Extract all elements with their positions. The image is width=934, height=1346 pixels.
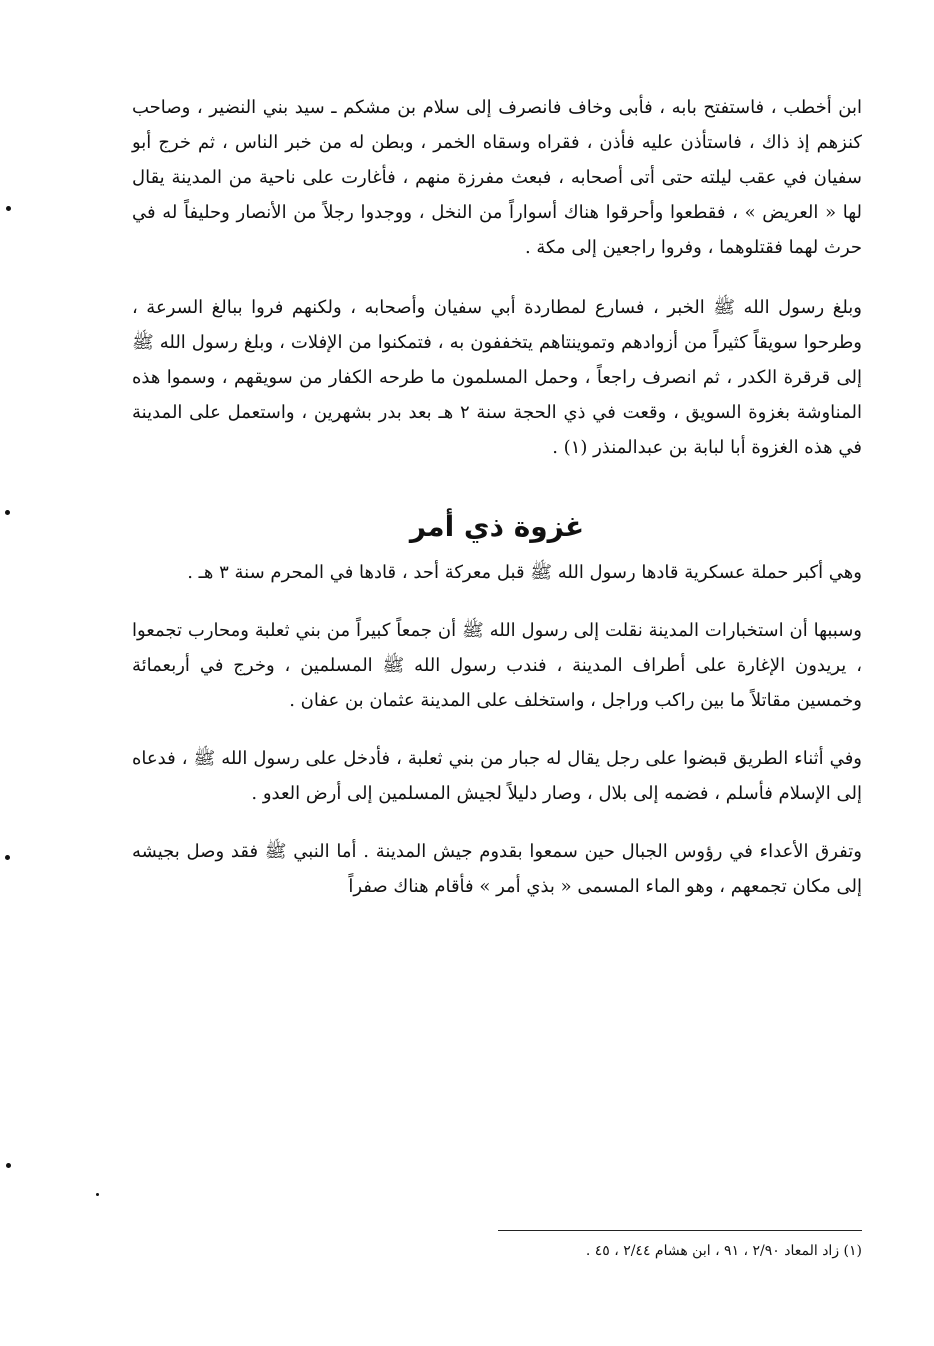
paragraph-2: وبلغ رسول الله ﷺ الخبر ، فسارع لمطاردة أبي سفيان وأصحابه ، ولكنهم فروا ببالغ السرعة ، وطرحوا سويقاً كثيراً من أزوادهم وتموينتاهم يتخففون به ، فتمكنوا من الإفلات ، وبلغ رسول الله ﷺ إلى قرقرة الكدر ، ثم انصرف راجعاً ، وحمل المسلمون ما طرحه الكفار من سويقهم ، وسموا هذه المناوشة بغزوة السويق ، وقعت في ذي الحجة سنة ٢ هـ بعد بدر بشهرين ، واستعمل على المدينة في هذه الغزوة أبا لبابة بن عبدالمنذر (١) .: [132, 297, 862, 458]
paragraph-6: وتفرق الأعداء في رؤوس الجبال حين سمعوا بقدوم جيش المدينة . أما النبي ﷺ فقد وصل بجيشه إلى مكان تجمعهم ، وهو الماء المسمى « بذي أمر » فأقام هناك صفراً: [132, 841, 862, 897]
scan-speck: [5, 510, 10, 515]
page-body: [132, 90, 862, 904]
footnote: (١) زاد المعاد ٢/٩٠ ، ٩١ ، ابن هشام ٢/٤٤ ، ٤٥ .: [585, 1243, 862, 1259]
footnote-divider: [498, 1230, 862, 1231]
paragraph-5: وفي أثناء الطريق قبضوا على رجل يقال له جبار من بني ثعلبة ، فأدخل على رسول الله ﷺ ، فدعاه إلى الإسلام فأسلم ، فضمه إلى بلال ، وصار دليلاً لجيش المسلمين إلى أرض العدو .: [132, 748, 862, 804]
scan-speck: [5, 855, 10, 860]
paragraph-3: وهي أكبر حملة عسكرية قادها رسول الله ﷺ قبل معركة أحد ، قادها في المحرم سنة ٣ هـ .: [187, 562, 862, 583]
scan-speck: [96, 1193, 99, 1196]
paragraph-1: ابن أخطب ، فاستفتح بابه ، فأبى وخاف فانصرف إلى سلام بن مشكم ـ سيد بني النضير ، وصاحب كنزهم إذ ذاك ، فاستأذن عليه فأذن ، فقراه وسقاه الخمر ، وبطن له من خبر الناس ، ثم خرج أبو سفيان في عقب ليلته حتى أتى أصحابه ، فبعث مفرزة منهم ، فأغارت على ناحية من المدينة يقال لها « العريض » ، فقطعوا وأحرقوا هناك أسواراً من النخل ، ووجدوا رجلاً من الأنصار وحليفاً له في حرث لهما فقتلوهما ، وفروا راجعين إلى مكة .: [132, 97, 862, 258]
section-heading: غزوة ذي أمر: [409, 510, 585, 543]
scan-speck: [6, 206, 11, 211]
scan-speck: [6, 1163, 11, 1168]
paragraph-4: وسببها أن استخبارات المدينة نقلت إلى رسول الله ﷺ أن جمعاً كبيراً من بني ثعلبة ومحارب تجمعوا ، يريدون الإغارة على أطراف المدينة ، فندب رسول الله ﷺ المسلمين ، وخرج في أربعمائة وخمسين مقاتلاً ما بين راكب وراجل ، واستخلف على المدينة عثمان بن عفان .: [132, 620, 863, 711]
